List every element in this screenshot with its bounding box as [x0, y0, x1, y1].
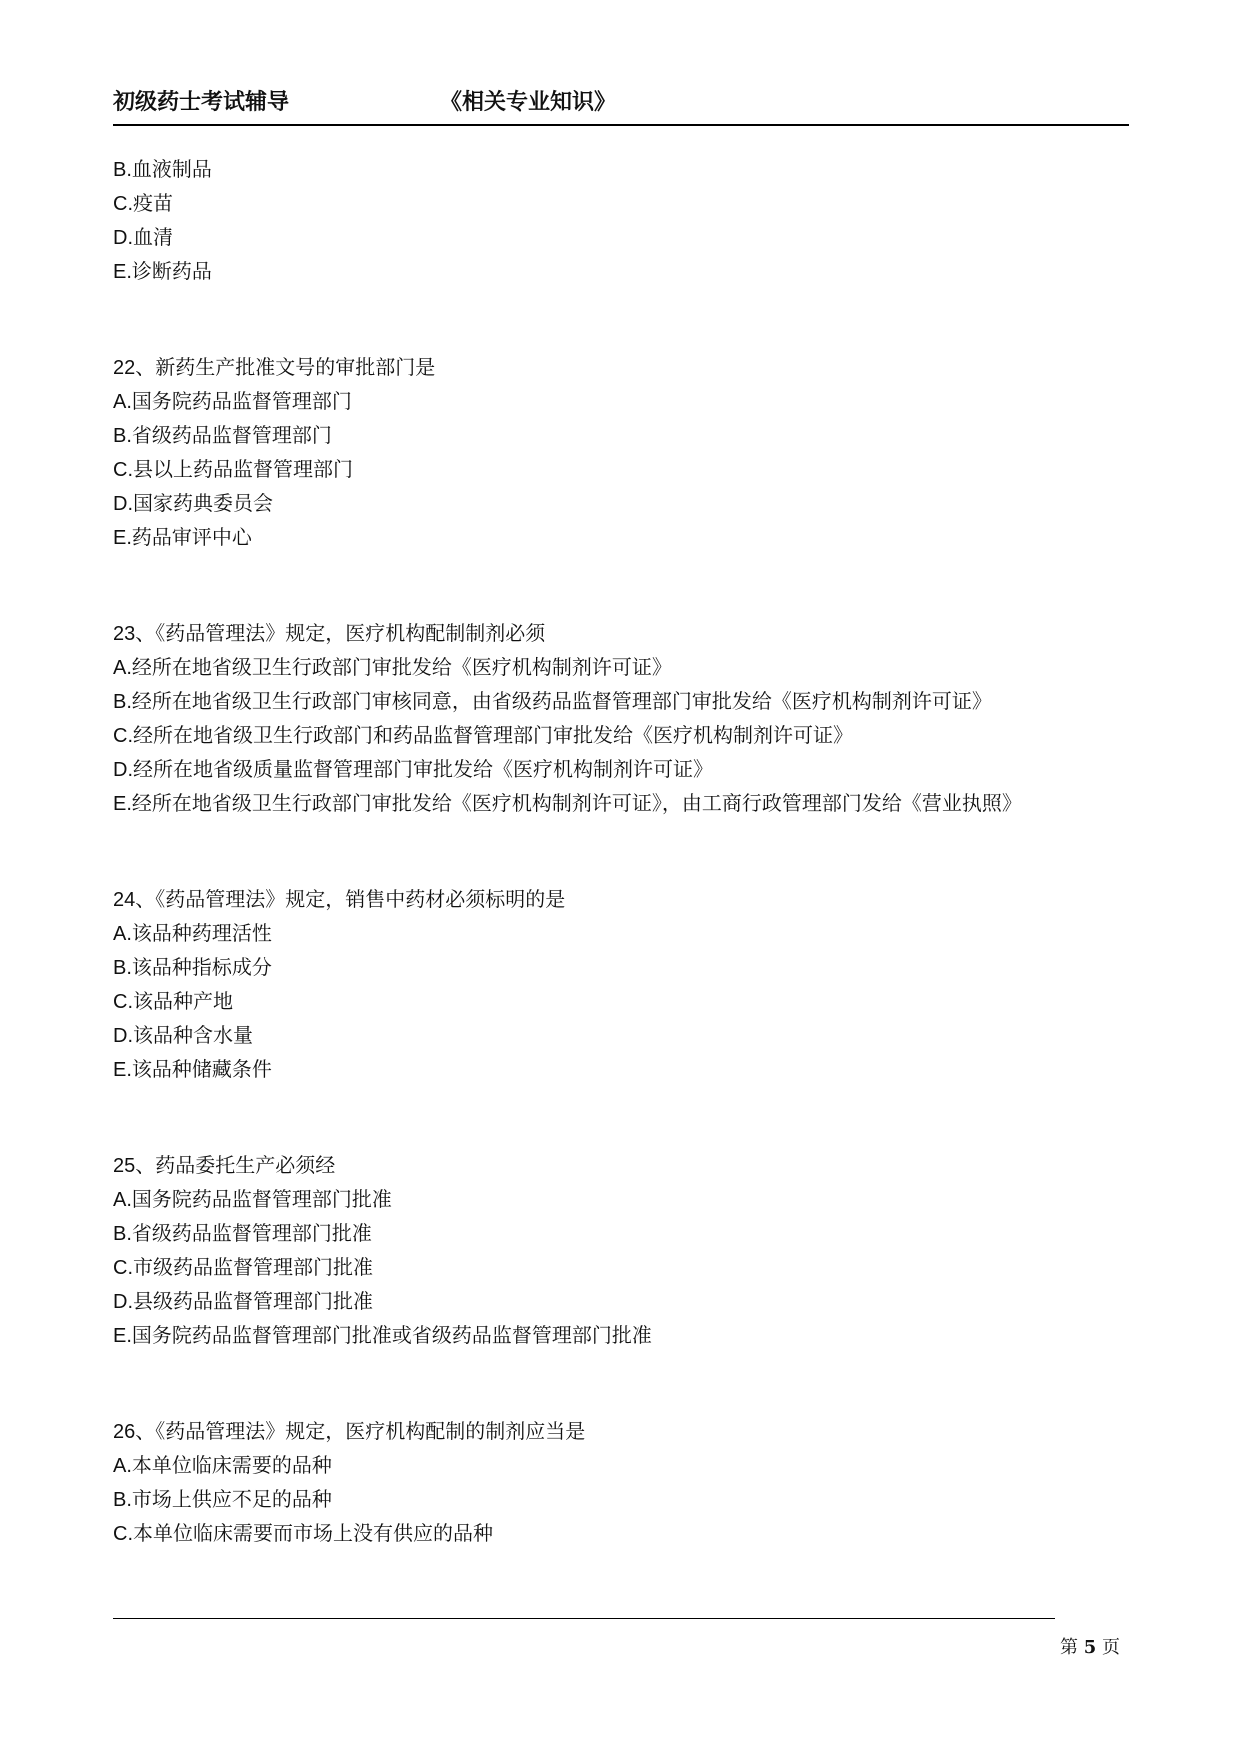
- option-letter: D.: [113, 759, 133, 781]
- option-line: [113, 520, 1129, 554]
- option-line: [113, 418, 1129, 452]
- option-text: 省级药品监督管理部门: [131, 423, 332, 447]
- question-text: 、《药品管理法》规定，销售中药材必须标明的是: [135, 887, 566, 911]
- option-letter: C.: [113, 1257, 133, 1279]
- option-text: 县级药品监督管理部门批准: [133, 1289, 373, 1313]
- option-text: 该品种指标成分: [131, 955, 272, 979]
- option-text: 国务院药品监督管理部门批准或省级药品监督管理部门批准: [131, 1323, 652, 1347]
- header-subject: 《相关专业知识》: [440, 90, 617, 115]
- option-text: 经所在地省级卫生行政部门和药品监督管理部门审批发给《医疗机构制剂许可证》: [133, 723, 853, 747]
- option-line: [113, 1182, 1129, 1216]
- option-line: [113, 650, 1129, 684]
- option-line: [113, 1284, 1129, 1318]
- option-letter: E.: [113, 527, 132, 549]
- option-line: [113, 220, 1129, 254]
- option-letter: A.: [113, 657, 132, 679]
- option-text: 疫苗: [133, 191, 173, 215]
- option-text: 市级药品监督管理部门批准: [133, 1255, 373, 1279]
- option-letter: C.: [113, 1523, 133, 1545]
- question-number: 26: [113, 1421, 136, 1443]
- option-letter: E.: [113, 793, 132, 815]
- question-24: [113, 882, 1129, 1086]
- page-prefix: 第: [1060, 1637, 1078, 1658]
- option-letter: D.: [113, 227, 133, 249]
- option-letter: B.: [113, 691, 132, 713]
- question-stem: [113, 882, 1129, 916]
- option-letter: C.: [113, 193, 133, 215]
- option-letter: C.: [113, 725, 133, 747]
- option-line: [113, 254, 1129, 288]
- option-letter: B.: [113, 1489, 132, 1511]
- option-line: [113, 486, 1129, 520]
- option-text: 国务院药品监督管理部门批准: [131, 1187, 392, 1211]
- question-text: 、《药品管理法》规定，医疗机构配制的制剂应当是: [135, 1419, 586, 1443]
- question-stem: [113, 350, 1129, 384]
- question-number: 25: [113, 1155, 136, 1177]
- page-header: [113, 88, 1129, 126]
- option-letter: B.: [113, 159, 132, 181]
- continued-options: [113, 152, 1129, 288]
- question-26: [113, 1414, 1129, 1550]
- option-text: 本单位临床需要的品种: [131, 1453, 332, 1477]
- question-text: 、药品委托生产必须经: [135, 1153, 336, 1177]
- option-letter: B.: [113, 425, 132, 447]
- option-text: 血液制品: [131, 157, 212, 181]
- question-text: 、《药品管理法》规定，医疗机构配制制剂必须: [135, 621, 546, 645]
- question-number: 22: [113, 357, 136, 379]
- option-letter: D.: [113, 1291, 133, 1313]
- question-25: [113, 1148, 1129, 1352]
- option-text: 经所在地省级质量监督管理部门审批发给《医疗机构制剂许可证》: [133, 757, 713, 781]
- option-text: 市场上供应不足的品种: [131, 1487, 332, 1511]
- option-text: 该品种储藏条件: [131, 1057, 272, 1081]
- question-stem: [113, 1148, 1129, 1182]
- option-line: [113, 1318, 1129, 1352]
- option-line: [113, 752, 1129, 786]
- option-letter: D.: [113, 493, 133, 515]
- option-text: 经所在地省级卫生行政部门审核同意，由省级药品监督管理部门审批发给《医疗机构制剂许可证》: [131, 689, 992, 713]
- question-number: 24: [113, 889, 136, 911]
- option-text: 该品种药理活性: [131, 921, 272, 945]
- option-line: [113, 684, 1129, 718]
- document-body: [113, 152, 1129, 1612]
- option-line: [113, 718, 1129, 752]
- option-letter: E.: [113, 1325, 132, 1347]
- option-text: 该品种含水量: [133, 1023, 253, 1047]
- header-title: 初级药士考试辅导: [113, 90, 290, 115]
- option-letter: A.: [113, 923, 132, 945]
- option-line: [113, 1516, 1129, 1550]
- option-letter: D.: [113, 1025, 133, 1047]
- option-line: [113, 916, 1129, 950]
- footer-divider: [113, 1618, 1055, 1619]
- option-text: 诊断药品: [131, 259, 212, 283]
- option-letter: A.: [113, 391, 132, 413]
- option-letter: C.: [113, 459, 133, 481]
- option-line: [113, 1448, 1129, 1482]
- option-letter: C.: [113, 991, 133, 1013]
- option-letter: B.: [113, 1223, 132, 1245]
- option-line: [113, 950, 1129, 984]
- option-letter: A.: [113, 1455, 132, 1477]
- option-line: [113, 1250, 1129, 1284]
- option-text: 国务院药品监督管理部门: [131, 389, 352, 413]
- question-text: 、新药生产批准文号的审批部门是: [135, 355, 436, 379]
- option-line: [113, 186, 1129, 220]
- option-line: [113, 1018, 1129, 1052]
- option-line: [113, 384, 1129, 418]
- question-22: [113, 350, 1129, 554]
- option-text: 国家药典委员会: [133, 491, 273, 515]
- option-text: 经所在地省级卫生行政部门审批发给《医疗机构制剂许可证》，由工商行政管理部门发给《营业执照》: [131, 791, 1022, 815]
- question-23: [113, 616, 1129, 820]
- option-text: 血清: [133, 225, 173, 249]
- option-text: 本单位临床需要而市场上没有供应的品种: [133, 1521, 493, 1545]
- option-text: 县以上药品监督管理部门: [133, 457, 353, 481]
- option-letter: E.: [113, 1059, 132, 1081]
- option-line: [113, 786, 1129, 820]
- option-line: [113, 1052, 1129, 1086]
- option-text: 该品种产地: [133, 989, 233, 1013]
- page-suffix: 页: [1102, 1637, 1120, 1658]
- option-line: [113, 452, 1129, 486]
- option-letter: A.: [113, 1189, 132, 1211]
- page-number-value: 5: [1083, 1637, 1097, 1658]
- question-stem: [113, 616, 1129, 650]
- question-stem: [113, 1414, 1129, 1448]
- option-line: [113, 152, 1129, 186]
- option-text: 经所在地省级卫生行政部门审批发给《医疗机构制剂许可证》: [131, 655, 672, 679]
- option-line: [113, 984, 1129, 1018]
- option-text: 药品审评中心: [131, 525, 252, 549]
- option-line: [113, 1216, 1129, 1250]
- option-letter: E.: [113, 261, 132, 283]
- page-number: [1060, 1636, 1120, 1660]
- option-letter: B.: [113, 957, 132, 979]
- question-number: 23: [113, 623, 136, 645]
- option-line: [113, 1482, 1129, 1516]
- option-text: 省级药品监督管理部门批准: [131, 1221, 372, 1245]
